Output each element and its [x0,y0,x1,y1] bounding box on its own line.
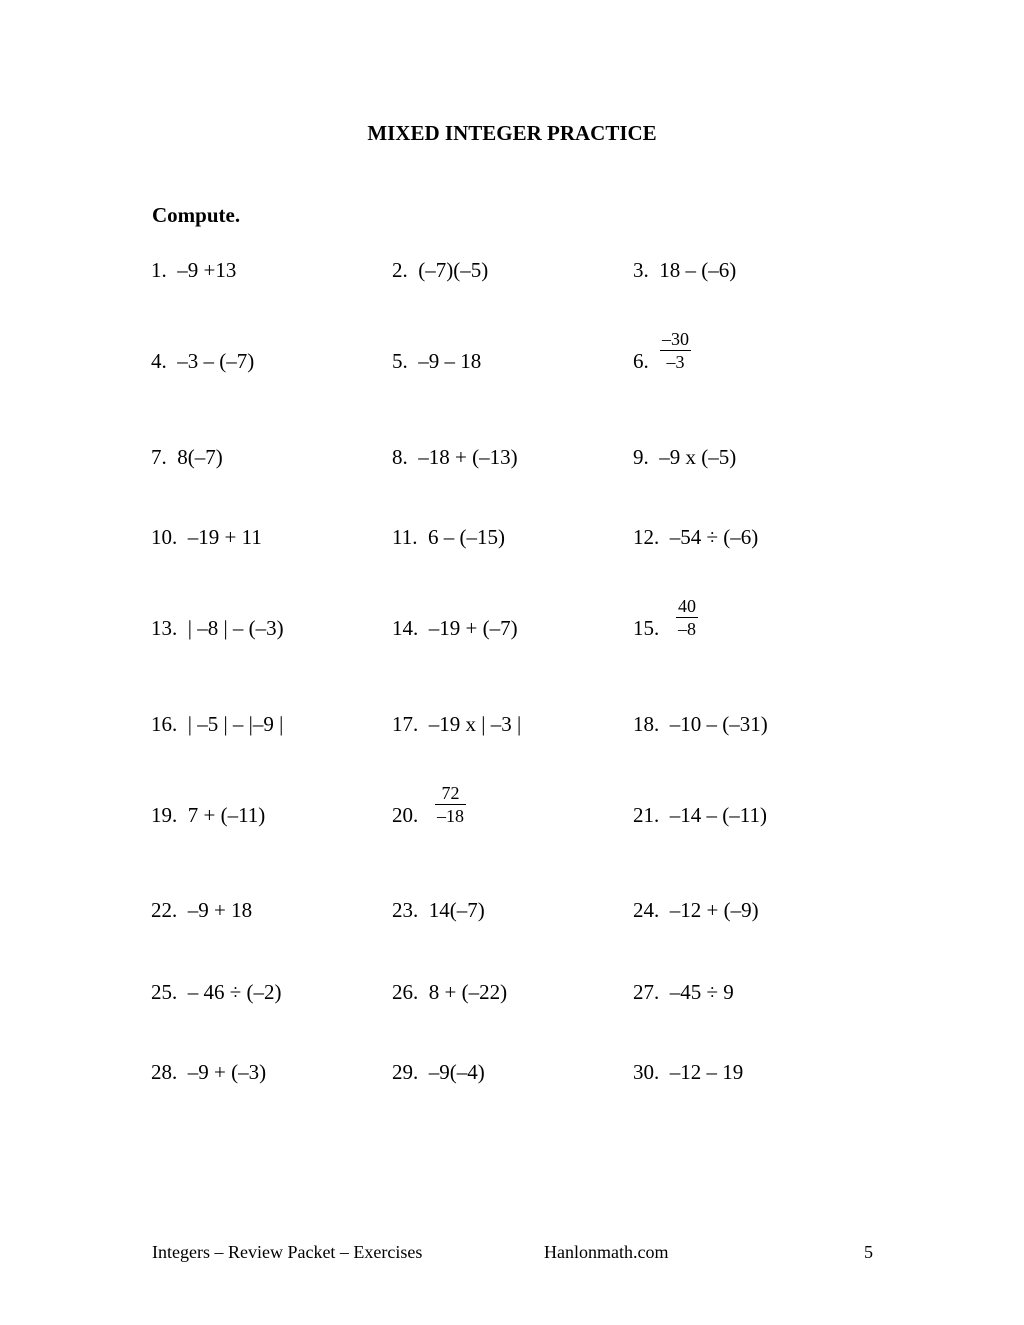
problem-26 [392,979,507,1005]
problem-expression: 8(–7) [177,445,223,469]
problem-expression: –19 + (–7) [428,616,518,640]
problem-expression: –9(–4) [428,1060,485,1084]
problem-number: 25. [151,980,178,1004]
problem-expression: –45 ÷ 9 [669,980,734,1004]
problem-number: 12. [633,525,660,549]
problem-19 [151,802,265,828]
problem-expression: –19 + 11 [187,525,262,549]
problem-expression: –10 – (–31) [669,712,768,736]
problem-2 [392,257,488,283]
problem-24 [633,897,759,923]
problem-expression: | –8 | – (–3) [187,616,284,640]
problem-expression: –12 + (–9) [669,898,759,922]
fraction-numerator: –30 [662,329,689,349]
problem-expression: –14 – (–11) [669,803,767,827]
problem-6 [633,348,649,374]
problem-expression: –9 +13 [177,258,237,282]
problem-number: 17. [392,712,419,736]
footer-center: Hanlonmath.com [544,1242,669,1262]
problem-expression: 18 – (–6) [659,258,737,282]
problem-28 [151,1059,266,1085]
problem-number: 21. [633,803,660,827]
fraction-15 [676,595,698,640]
problem-23 [392,897,485,923]
problem-number: 22. [151,898,178,922]
problem-number: 26. [392,980,419,1004]
problem-expression: 8 + (–22) [428,980,508,1004]
problem-expression: –12 – 19 [669,1060,744,1084]
problem-number: 16. [151,712,178,736]
problem-9 [633,444,736,470]
problem-expression: –9 x (–5) [659,445,737,469]
problem-expression: | –5 | – |–9 | [187,712,284,736]
problem-expression: 7 + (–11) [187,803,266,827]
problem-expression: –3 – (–7) [177,349,255,373]
problem-number: 28. [151,1060,178,1084]
problem-number: 9. [633,445,649,469]
problem-number: 29. [392,1060,419,1084]
fraction-denominator: –3 [666,352,685,372]
instruction-text: Compute. [152,203,241,227]
problem-expression: 14(–7) [428,898,485,922]
problem-expression: –18 + (–13) [418,445,518,469]
problem-expression: –54 ÷ (–6) [669,525,759,549]
problem-number: 13. [151,616,178,640]
problem-14 [392,615,518,641]
problem-number: 6. [633,349,649,373]
problem-11 [392,524,505,550]
problem-number: 18. [633,712,660,736]
problem-number: 7. [151,445,167,469]
problem-number: 2. [392,258,408,282]
problem-12 [633,524,758,550]
problem-number: 24. [633,898,660,922]
problem-number: 14. [392,616,419,640]
footer-page-number: 5 [864,1242,873,1262]
problem-18 [633,711,768,737]
problem-number: 4. [151,349,167,373]
fraction-numerator: 40 [678,596,696,616]
footer-left: Integers – Review Packet – Exercises [152,1242,423,1262]
problem-8 [392,444,518,470]
fraction-20 [435,782,466,827]
problem-5 [392,348,481,374]
problem-number: 15. [633,616,660,640]
problem-17 [392,711,521,737]
problem-number: 30. [633,1060,660,1084]
problem-number: 5. [392,349,408,373]
problem-22 [151,897,252,923]
problem-29 [392,1059,485,1085]
problem-16 [151,711,283,737]
problem-number: 3. [633,258,649,282]
problem-number: 20. [392,803,419,827]
problem-4 [151,348,254,374]
problem-3 [633,257,736,283]
problem-number: 1. [151,258,167,282]
fraction-denominator: –8 [678,619,696,639]
problem-number: 8. [392,445,408,469]
problem-expression: –19 x | –3 | [428,712,522,736]
problem-20 [392,802,418,828]
problem-number: 10. [151,525,178,549]
problem-27 [633,979,734,1005]
problem-expression: 6 – (–15) [427,525,505,549]
problem-expression: –9 – 18 [418,349,482,373]
fraction-6 [660,328,691,373]
problem-number: 23. [392,898,419,922]
problem-number: 19. [151,803,178,827]
problem-13 [151,615,284,641]
problem-number: 11. [392,525,418,549]
problem-expression: –9 + (–3) [187,1060,267,1084]
problem-expression: – 46 ÷ (–2) [187,980,282,1004]
problem-21 [633,802,767,828]
fraction-denominator: –18 [437,806,464,826]
problem-7 [151,444,223,470]
problem-expression: (–7)(–5) [418,258,489,282]
problem-25 [151,979,282,1005]
problem-30 [633,1059,743,1085]
problem-1 [151,257,236,283]
problem-number: 27. [633,980,660,1004]
page-title: MIXED INTEGER PRACTICE [367,121,657,145]
problem-10 [151,524,262,550]
problem-15 [633,615,659,641]
fraction-numerator: 72 [441,783,460,803]
problem-expression: –9 + 18 [187,898,253,922]
